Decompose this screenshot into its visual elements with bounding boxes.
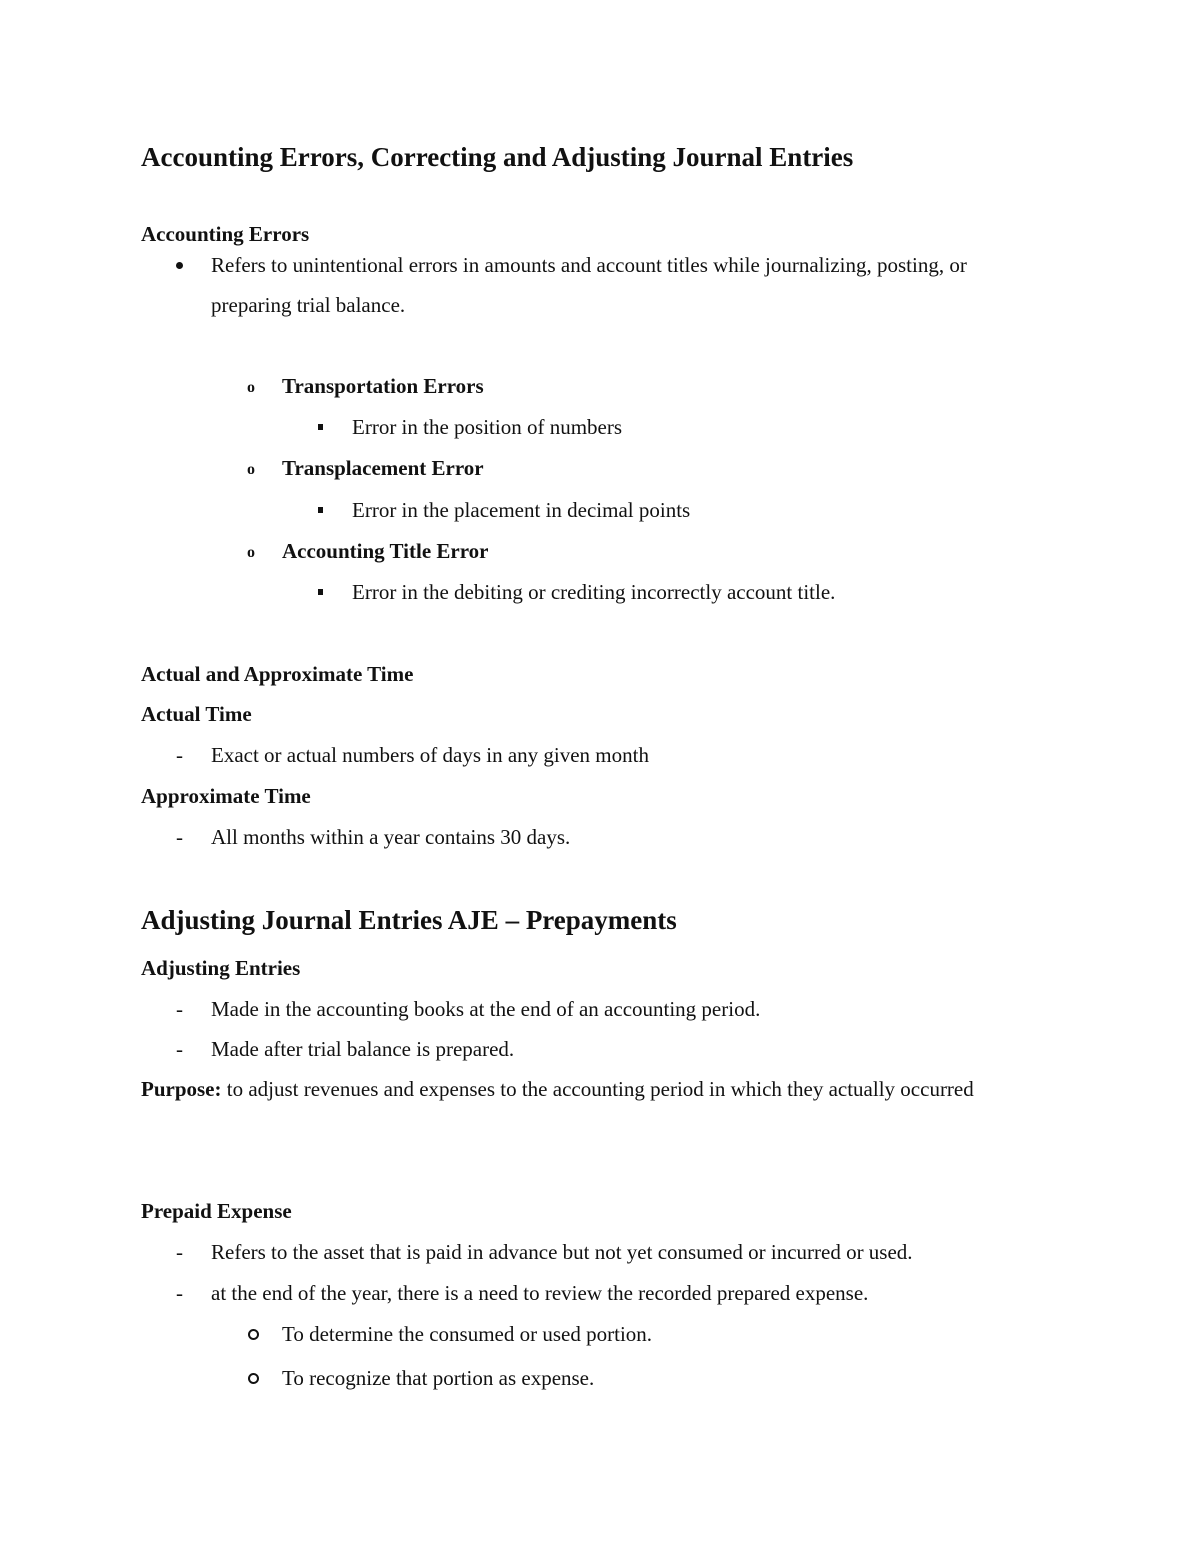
bullet-dot-icon bbox=[176, 262, 183, 269]
dash-bullet-icon: - bbox=[176, 743, 183, 767]
hollow-circle-bullet-icon bbox=[248, 1373, 259, 1384]
circle-bullet-icon: o bbox=[247, 461, 255, 478]
heading-accounting-errors: Accounting Errors bbox=[141, 222, 310, 246]
adjusting-entries-item: Made after trial balance is prepared. bbox=[211, 1037, 515, 1061]
dash-bullet-icon: - bbox=[176, 825, 183, 849]
error-type-name: Transportation Errors bbox=[282, 374, 484, 398]
error-type-detail: Error in the debiting or crediting incorrectly account title. bbox=[352, 580, 836, 604]
heading-approximate-time: Approximate Time bbox=[141, 784, 311, 808]
dash-bullet-icon: - bbox=[176, 997, 183, 1021]
error-type-detail: Error in the placement in decimal points bbox=[352, 498, 691, 522]
heading-actual-approximate-time: Actual and Approximate Time bbox=[141, 662, 414, 686]
purpose-text: to adjust revenues and expenses to the accounting period in which they actually occurred bbox=[221, 1077, 974, 1101]
adjusting-entries-item: Made in the accounting books at the end of an accounting period. bbox=[211, 997, 761, 1021]
prepaid-expense-item: Refers to the asset that is paid in advance but not yet consumed or incurred or used. bbox=[211, 1240, 913, 1264]
error-type-detail: Error in the position of numbers bbox=[352, 415, 623, 439]
square-bullet-icon bbox=[318, 507, 323, 513]
hollow-circle-bullet-icon bbox=[248, 1329, 259, 1340]
heading-prepaid-expense: Prepaid Expense bbox=[141, 1199, 292, 1223]
error-type-name: Transplacement Error bbox=[282, 456, 484, 480]
heading-actual-time: Actual Time bbox=[141, 702, 252, 726]
actual-time-definition: Exact or actual numbers of days in any given month bbox=[211, 743, 649, 767]
heading-adjusting-entries: Adjusting Entries bbox=[141, 956, 301, 980]
accounting-errors-definition-line1: Refers to unintentional errors in amounts and account titles while journalizing, posting, or bbox=[211, 253, 967, 277]
approximate-time-definition: All months within a year contains 30 days. bbox=[211, 825, 571, 849]
square-bullet-icon bbox=[318, 589, 323, 595]
prepaid-expense-item: at the end of the year, there is a need to review the recorded prepared expense. bbox=[211, 1281, 869, 1305]
prepaid-expense-subitem: To determine the consumed or used portion. bbox=[282, 1322, 653, 1346]
purpose-paragraph bbox=[141, 1069, 1058, 1109]
section-title-aje: Adjusting Journal Entries AJE – Prepayments bbox=[141, 905, 677, 935]
purpose-label: Purpose: bbox=[141, 1077, 222, 1101]
prepaid-expense-subitem: To recognize that portion as expense. bbox=[282, 1366, 595, 1390]
dash-bullet-icon: - bbox=[176, 1240, 183, 1264]
dash-bullet-icon: - bbox=[176, 1281, 183, 1305]
accounting-errors-definition-line2: preparing trial balance. bbox=[211, 293, 406, 317]
square-bullet-icon bbox=[318, 424, 323, 430]
circle-bullet-icon: o bbox=[247, 544, 255, 561]
dash-bullet-icon: - bbox=[176, 1037, 183, 1061]
document-title: Accounting Errors, Correcting and Adjusting Journal Entries bbox=[141, 142, 854, 172]
circle-bullet-icon: o bbox=[247, 379, 255, 396]
error-type-name: Accounting Title Error bbox=[282, 539, 489, 563]
